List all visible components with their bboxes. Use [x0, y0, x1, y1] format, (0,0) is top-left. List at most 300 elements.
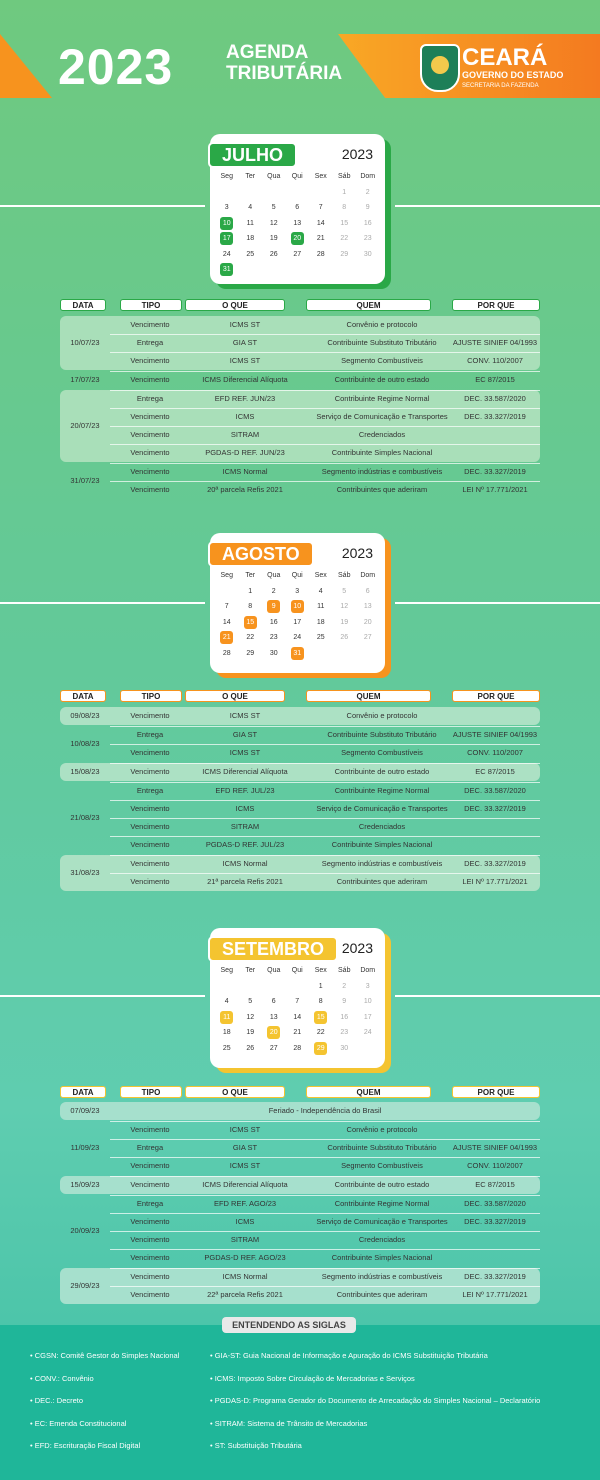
calendar-day: 4 [318, 587, 323, 595]
weekday-label: Qui [291, 173, 303, 180]
table-header [60, 1086, 540, 1100]
table-row [60, 1268, 540, 1286]
table-row [60, 316, 540, 334]
calendar-day: 19 [340, 618, 349, 626]
oque-cell: ICMS [235, 804, 255, 813]
porque-cell: DEC. 33.327/2019 [464, 1217, 526, 1226]
divider-line [395, 995, 600, 997]
coat-of-arms-icon [420, 44, 460, 92]
tipo-cell: Vencimento [130, 859, 170, 868]
weekday-label: Sex [314, 173, 327, 180]
calendar-day: 13 [293, 219, 302, 227]
quem-cell: Contribuinte Regime Normal [334, 394, 430, 403]
table-row [60, 782, 540, 800]
porque-cell: EC 87/2015 [475, 767, 515, 776]
row-separator [110, 1231, 540, 1232]
oque-cell: ICMS Normal [222, 1272, 268, 1281]
calendar-day: 29 [340, 250, 349, 258]
porque-cell: LEI Nº 17.771/2021 [462, 1290, 528, 1299]
calendar-day: 30 [269, 649, 278, 657]
column-header-data: DATA [60, 299, 106, 311]
table-row [60, 836, 540, 854]
calendar-day: 6 [365, 587, 370, 595]
column-header-tipo: TIPO [120, 299, 182, 311]
calendar-day: 28 [316, 250, 325, 258]
calendar-day: 28 [293, 1044, 302, 1052]
porque-cell: DEC. 33.587/2020 [464, 1199, 526, 1208]
calendar-day: 6 [295, 204, 300, 211]
group-separator [110, 763, 540, 764]
calendar-day: 10 [363, 998, 372, 1005]
page-header [0, 0, 600, 120]
table-row [60, 707, 540, 725]
tipo-cell: Vencimento [130, 1235, 170, 1244]
tipo-cell: Vencimento [130, 822, 170, 831]
calendar-day: 16 [269, 618, 278, 626]
column-header-por-que: POR QUE [452, 1086, 540, 1098]
tipo-cell: Vencimento [130, 467, 170, 476]
quem-cell: Contribuinte Substituto Tributário [327, 338, 437, 347]
calendar-day [356, 263, 380, 279]
table-header [60, 299, 540, 313]
calendar-day: 21 [316, 235, 325, 242]
header-stripe-left [0, 34, 52, 98]
date-cell: 20/09/23 [70, 1226, 100, 1235]
table-row [60, 763, 540, 781]
calendar-day: 19 [246, 1029, 255, 1036]
calendar-day: 7 [295, 998, 300, 1005]
calendar-day: 25 [316, 634, 325, 641]
calendar-day: 5 [271, 204, 276, 211]
quem-cell: Contribuinte Regime Normal [334, 1199, 430, 1208]
tipo-cell: Vencimento [130, 1217, 170, 1226]
quem-cell: Serviço de Comunicação e Transportes [316, 412, 448, 421]
calendar-day: 22 [316, 1029, 325, 1036]
table-header [60, 690, 540, 704]
tipo-cell: Vencimento [130, 1125, 170, 1134]
tipo-cell: Vencimento [130, 1253, 170, 1262]
porque-cell: AJUSTE SINIEF 04/1993 [452, 338, 538, 347]
weekday-header [215, 170, 380, 186]
column-header-o-que: O QUE [185, 690, 285, 702]
quem-cell: Segmento indústrias e combustíveis [321, 1272, 443, 1281]
oque-cell: ICMS ST [229, 748, 261, 757]
sigla-item: • SITRAM: Sistema de Trânsito de Mercadorias [210, 1418, 368, 1428]
date-group [60, 763, 540, 781]
calendar-day [286, 263, 310, 279]
calendar-week [215, 1011, 380, 1027]
table-row [60, 1249, 540, 1267]
calendar-week [215, 1042, 380, 1058]
oque-cell: ICMS [235, 1217, 255, 1226]
calendar-day: 1 [342, 188, 347, 196]
calendar-day: 9 [342, 998, 347, 1005]
calendar-day: 3 [224, 204, 229, 211]
calendar-day: 7 [224, 603, 229, 610]
tipo-cell: Vencimento [130, 448, 170, 457]
weekday-label: Qua [267, 967, 281, 974]
tipo-cell: Vencimento [130, 1272, 170, 1281]
group-separator [110, 1121, 540, 1122]
table-row [60, 334, 540, 352]
calendar-day: 13 [363, 603, 372, 610]
calendar-day: 26 [340, 634, 349, 641]
oque-cell: ICMS [235, 412, 255, 421]
calendar-week [215, 585, 380, 601]
row-separator [110, 873, 540, 874]
tipo-cell: Vencimento [130, 412, 170, 421]
calendar-day: 18 [316, 618, 325, 626]
calendar-week [215, 616, 380, 632]
calendar-day [239, 186, 263, 202]
oque-cell: PGDAS-D REF. JUL/23 [205, 840, 285, 849]
date-group [60, 371, 540, 389]
porque-cell: DEC. 33.327/2019 [464, 467, 526, 476]
oque-cell: GIA ST [232, 730, 258, 739]
date-cell: 31/08/23 [70, 868, 100, 877]
group-separator [110, 390, 540, 391]
porque-cell: DEC. 33.327/2019 [464, 859, 526, 868]
oque-cell: EFD REF. AGO/23 [213, 1199, 277, 1208]
sigla-item: • PGDAS-D: Programa Gerador do Documento de Arrecadação do Simples Nacional – Declaratório [210, 1396, 541, 1405]
calendar-day: 1 [248, 587, 253, 595]
weekday-label: Ter [245, 967, 256, 974]
oque-cell: PGDAS-D REF. AGO/23 [204, 1253, 286, 1262]
group-separator [110, 1195, 540, 1196]
calendar-week [215, 232, 380, 248]
row-separator [110, 836, 540, 837]
divider-line [395, 602, 600, 604]
column-header-data: DATA [60, 1086, 106, 1098]
table-row [60, 1121, 540, 1139]
date-cell: 29/09/23 [70, 1281, 100, 1290]
sigla-item: • DEC.: Decreto [30, 1396, 84, 1405]
calendar-day [239, 980, 263, 996]
table-row [60, 744, 540, 762]
header-title-line2: TRIBUTÁRIA [226, 63, 343, 84]
calendar-day: 22 [340, 235, 349, 242]
calendar-week [215, 1026, 380, 1042]
tipo-cell: Vencimento [130, 711, 170, 720]
logo-subtitle: GOVERNO DO ESTADO [462, 70, 564, 80]
porque-cell: CONV. 110/2007 [467, 748, 523, 757]
quem-cell: Contribuintes que aderiram [336, 877, 428, 886]
calendar-day [239, 263, 263, 279]
weekday-header [215, 964, 380, 980]
calendar-day-highlighted: 10 [215, 217, 239, 233]
calendar-day-highlighted: 10 [286, 600, 310, 616]
calendar-day: 13 [269, 1013, 278, 1021]
calendar-day-highlighted: 17 [215, 232, 239, 248]
oque-cell: EFD REF. JUL/23 [215, 786, 275, 795]
quem-cell: Credenciados [358, 1235, 406, 1244]
calendar-day: 17 [293, 618, 302, 626]
quem-cell: Contribuinte de outro estado [334, 375, 430, 384]
table-row [60, 444, 540, 462]
calendar-day: 16 [363, 219, 372, 227]
porque-cell: LEI Nº 17.771/2021 [462, 485, 528, 494]
calendar-day: 23 [363, 235, 372, 242]
sigla-item: • CGSN: Comitê Gestor do Simples Nacional [30, 1351, 180, 1360]
calendar-day: 25 [222, 1044, 231, 1052]
calendar-day [262, 186, 286, 202]
tipo-cell: Vencimento [130, 1290, 170, 1299]
calendar-day: 8 [318, 998, 323, 1005]
calendar-day: 12 [340, 603, 349, 610]
tipo-cell: Vencimento [130, 485, 170, 494]
table-row [60, 1195, 540, 1213]
weekday-label: Ter [245, 572, 256, 579]
calendar-week [215, 631, 380, 647]
calendar-day: 24 [363, 1029, 372, 1036]
table-row [60, 390, 540, 408]
tipo-cell: Vencimento [130, 356, 170, 365]
calendar-day: 4 [224, 998, 229, 1005]
tipo-cell: Vencimento [130, 1161, 170, 1170]
quem-cell: Convênio e protocolo [346, 1125, 418, 1134]
oque-cell: ICMS Diferencial Alíquota [202, 1180, 288, 1189]
calendar-week [215, 647, 380, 663]
calendar-day: 2 [365, 188, 370, 196]
calendar-grid [215, 569, 380, 662]
calendar-day: 27 [363, 634, 372, 641]
porque-cell: DEC. 33.327/2019 [464, 412, 526, 421]
quem-cell: Contribuinte Simples Nacional [331, 1253, 433, 1262]
quem-cell: Contribuinte de outro estado [334, 1180, 430, 1189]
quem-cell: Contribuinte de outro estado [334, 767, 430, 776]
sigla-item: • EC: Emenda Constitucional [30, 1418, 127, 1428]
date-group [60, 707, 540, 725]
oque-cell: ICMS ST [229, 1161, 261, 1170]
date-group [60, 726, 540, 762]
calendar-day: 5 [248, 998, 253, 1005]
weekday-label: Dom [360, 572, 376, 579]
date-group [60, 390, 540, 462]
table-row [60, 1213, 540, 1231]
oque-cell: GIA ST [232, 338, 258, 347]
calendar-day: 25 [246, 250, 255, 258]
calendar-day: 17 [363, 1013, 372, 1021]
tipo-cell: Vencimento [130, 877, 170, 886]
quem-cell: Serviço de Comunicação e Transportes [316, 1217, 448, 1226]
calendar-day [356, 1042, 380, 1058]
weekday-label: Qui [291, 967, 303, 974]
calendar-month-title: AGOSTO [208, 541, 314, 567]
porque-cell: CONV. 110/2007 [467, 356, 523, 365]
calendar-week [215, 600, 380, 616]
calendar-day: 22 [246, 634, 255, 641]
calendar-day: 21 [293, 1029, 302, 1036]
sigla-item: • ICMS: Imposto Sobre Circulação de Mercadorias e Serviços [210, 1373, 415, 1383]
porque-cell: DEC. 33.327/2019 [464, 1272, 526, 1281]
oque-cell: SITRAM [230, 822, 260, 831]
quem-cell: Convênio e protocolo [346, 320, 418, 329]
calendar-day: 11 [246, 219, 254, 227]
divider-line [0, 995, 205, 997]
tipo-cell: Vencimento [130, 430, 170, 439]
porque-cell: DEC. 33.327/2019 [464, 804, 526, 813]
calendar-day [262, 263, 286, 279]
date-cell: 31/07/23 [70, 476, 100, 485]
table-row [60, 426, 540, 444]
calendar-day: 6 [271, 998, 276, 1005]
calendar-day: 11 [317, 603, 325, 610]
calendar-day-highlighted: 15 [309, 1011, 333, 1027]
date-cell: 17/07/23 [70, 375, 100, 384]
calendar-day: 3 [295, 587, 300, 595]
tipo-cell: Entrega [136, 338, 164, 347]
weekday-label: Seg [220, 572, 233, 579]
date-cell: 10/07/23 [70, 338, 100, 347]
calendar-week [215, 995, 380, 1011]
weekday-label: Sex [314, 967, 327, 974]
sigla-item: • GIA-ST: Guia Nacional de Informação e Apuração do ICMS Substituição Tributária [210, 1351, 488, 1360]
porque-cell: LEI Nº 17.771/2021 [462, 877, 528, 886]
group-separator [110, 1176, 540, 1177]
group-separator [110, 371, 540, 372]
row-separator [110, 1249, 540, 1250]
divider-line [0, 602, 205, 604]
calendar-day [333, 647, 357, 663]
date-group [60, 463, 540, 499]
calendar-week [215, 980, 380, 996]
tipo-cell: Entrega [136, 730, 164, 739]
quem-cell: Contribuinte Substituto Tributário [327, 1143, 437, 1152]
table-row [60, 463, 540, 481]
table-row [60, 408, 540, 426]
header-title [226, 42, 342, 84]
group-separator [110, 726, 540, 727]
divider-line [0, 205, 205, 207]
weekday-label: Seg [220, 967, 233, 974]
calendar-day: 23 [269, 634, 278, 641]
calendar-day [215, 585, 239, 601]
calendar-day-highlighted: 20 [262, 1026, 286, 1042]
calendar-day: 18 [222, 1029, 231, 1036]
column-header-por-que: POR QUE [452, 299, 540, 311]
calendar-week [215, 263, 380, 279]
quem-cell: Segmento Combustíveis [341, 356, 423, 365]
row-separator [110, 1157, 540, 1158]
calendar-grid [215, 964, 380, 1057]
calendar-day: 20 [363, 618, 372, 626]
date-cell: 15/08/23 [70, 767, 100, 776]
header-year: 2023 [58, 39, 174, 95]
calendar-day: 29 [246, 649, 255, 657]
calendar-day: 14 [293, 1013, 302, 1021]
table-row [60, 371, 540, 389]
calendar-day: 8 [342, 204, 347, 211]
calendar-day: 30 [340, 1044, 349, 1052]
porque-cell: DEC. 33.587/2020 [464, 394, 526, 403]
column-header-tipo: TIPO [120, 1086, 182, 1098]
sigla-item: • CONV.: Convênio [30, 1373, 94, 1383]
calendar-day [356, 647, 380, 663]
table-row [60, 800, 540, 818]
table-row [60, 1176, 540, 1194]
row-separator [110, 1213, 540, 1214]
date-group [60, 1102, 540, 1120]
calendar-day: 9 [365, 204, 370, 211]
porque-cell: AJUSTE SINIEF 04/1993 [452, 1143, 538, 1152]
calendar-day [262, 980, 286, 996]
row-separator [110, 426, 540, 427]
date-group [60, 1195, 540, 1267]
calendar-day: 30 [363, 250, 372, 258]
calendar-day [215, 980, 239, 996]
table-row [60, 873, 540, 891]
calendar-day [286, 186, 310, 202]
tipo-cell: Vencimento [130, 767, 170, 776]
calendar-day: 28 [222, 649, 231, 657]
quem-cell: Segmento Combustíveis [341, 748, 423, 757]
tipo-cell: Vencimento [130, 320, 170, 329]
date-group [60, 855, 540, 891]
table-row [60, 1102, 540, 1120]
sigla-item: • EFD: Escrituração Fiscal Digital [30, 1441, 141, 1450]
calendar-day-highlighted: 21 [215, 631, 239, 647]
row-separator [110, 352, 540, 353]
quem-cell: Segmento indústrias e combustíveis [321, 859, 443, 868]
calendar-week [215, 201, 380, 217]
oque-cell: SITRAM [230, 1235, 260, 1244]
calendar-day: 2 [271, 587, 276, 595]
weekday-label: Sáb [338, 967, 351, 974]
quem-cell: Contribuinte Simples Nacional [331, 448, 433, 457]
row-separator [110, 334, 540, 335]
calendar-grid [215, 170, 380, 279]
column-header-quem: QUEM [306, 1086, 431, 1098]
quem-cell: Credenciados [358, 430, 406, 439]
table-row [60, 352, 540, 370]
date-cell: 09/08/23 [70, 711, 100, 720]
siglas-section [0, 1320, 600, 1480]
tipo-cell: Entrega [136, 394, 164, 403]
table-row [60, 818, 540, 836]
oque-cell: GIA ST [232, 1143, 258, 1152]
tipo-cell: Entrega [136, 786, 164, 795]
oque-cell: ICMS ST [229, 356, 261, 365]
calendar-day-highlighted: 31 [215, 263, 239, 279]
calendar-day-highlighted: 11 [215, 1011, 239, 1027]
calendar-day-highlighted: 31 [286, 647, 310, 663]
quem-cell: Credenciados [358, 822, 406, 831]
oque-cell: 20ª parcela Refis 2021 [207, 485, 283, 494]
porque-cell: EC 87/2015 [475, 1180, 515, 1189]
weekday-label: Sáb [338, 572, 351, 579]
calendar-day: 24 [222, 250, 231, 258]
row-separator [110, 744, 540, 745]
column-header-o-que: O QUE [185, 1086, 285, 1098]
calendar-day [286, 980, 310, 996]
oque-cell: 22ª parcela Refis 2021 [207, 1290, 283, 1299]
porque-cell: CONV. 110/2007 [467, 1161, 523, 1170]
calendar-day: 27 [293, 250, 302, 258]
logo-name: CEARÁ [462, 44, 548, 71]
calendar-day: 4 [248, 204, 253, 211]
calendar-year: 2023 [341, 146, 373, 162]
date-group [60, 1268, 540, 1304]
calendar-day: 16 [340, 1013, 349, 1021]
quem-cell: Convênio e protocolo [346, 711, 418, 720]
calendar-setembro [210, 928, 385, 1068]
oque-cell: PGDAS-D REF. JUN/23 [205, 448, 285, 457]
column-header-tipo: TIPO [120, 690, 182, 702]
calendar-day-highlighted: 20 [286, 232, 310, 248]
group-separator [110, 855, 540, 856]
header-title-line1: AGENDA [226, 42, 309, 63]
calendar-day: 15 [340, 219, 349, 227]
